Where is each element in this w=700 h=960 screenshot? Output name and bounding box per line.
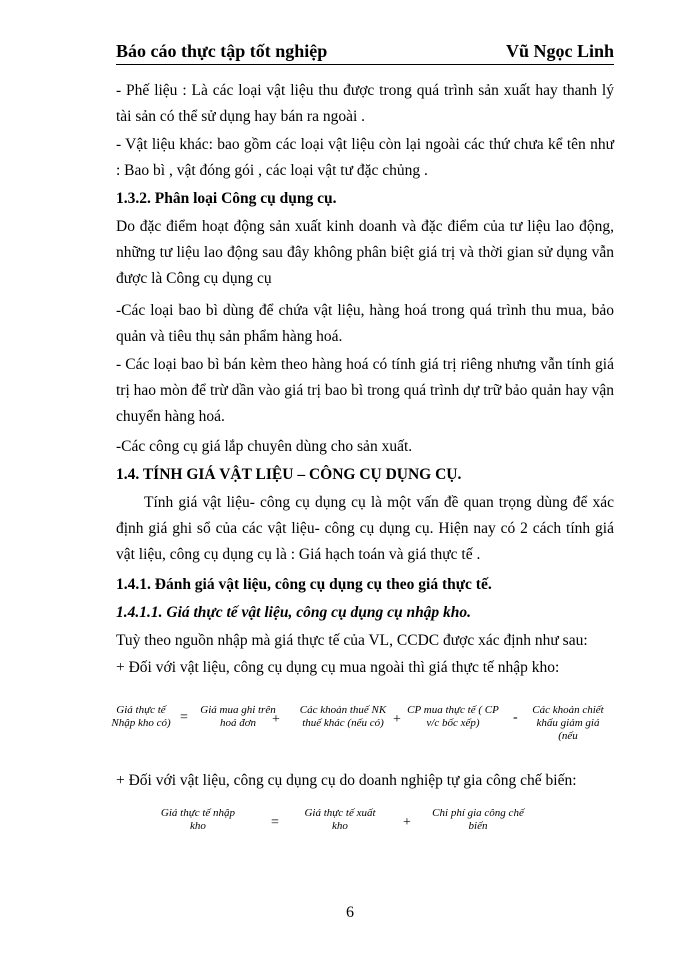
paragraph-scrap-materials: - Phế liệu : Là các loại vật liệu thu được trong quá trình sản xuất hay thanh lý tài sản có thể sử dụng hay bán ra ngoài .	[116, 82, 614, 125]
heading-1-3-2: 1.3.2. Phân loại Công cụ dụng cụ.	[116, 190, 337, 207]
heading-1-4-1-1: 1.4.1.1. Giá thực tế vật liệu, công cụ dụng cụ nhập kho.	[116, 604, 472, 621]
page-header	[116, 40, 614, 65]
paragraph-other-materials: - Vật liệu khác: bao gồm các loại vật liệu còn lại ngoài các thứ chưa kể tên như : Bao bì , vật đóng gói , các loại vật tư đặc chủng .	[116, 136, 614, 179]
heading-1-4-1: 1.4.1. Đánh giá vật liệu, công cụ dụng cụ theo giá thực tế.	[116, 576, 492, 593]
formula1-discounts: Các khoản chiết khấu giảm giá (nếu	[532, 704, 604, 742]
page-number: 6	[346, 904, 354, 921]
paragraph-special-tools: -Các công cụ giá lắp chuyên dùng cho sản xuất.	[116, 438, 413, 455]
formula2-actual-export-price: Giá thực tế xuất kho	[304, 807, 376, 832]
formula2-processing-cost: Chi phí gia công chế biến	[432, 807, 524, 832]
paragraph-purchased: + Đối với vật liệu, công cụ dụng cụ mua ngoài thì giá thực tế nhập kho:	[116, 659, 560, 676]
formula1-purchase-price: Giá mua ghi trên hoá đơn	[200, 704, 276, 729]
author-name: Vũ Ngọc Linh	[505, 41, 614, 61]
heading-1-4: 1.4. TÍNH GIÁ VẬT LIỆU – CÔNG CỤ DỤNG CỤ.	[116, 466, 462, 483]
formula2-actual-import-price: Giá thực tế nhập kho	[160, 807, 236, 832]
formula2-equals: =	[271, 815, 279, 830]
formula1-purchase-costs: CP mua thực tế ( CP v/c bốc xếp)	[407, 704, 499, 729]
formula1-minus: -	[513, 710, 518, 725]
formula1-plus-1: +	[272, 712, 280, 727]
paragraph-packaging-containers: -Các loại bao bì dùng để chứa vật liệu, hàng hoá trong quá trình thu mua, bảo quản và tiêu thụ sản phẩm hàng hoá.	[116, 302, 614, 345]
paragraph-source-based: Tuỳ theo nguồn nhập mà giá thực tế của VL, CCDC được xác định như sau:	[116, 632, 588, 649]
document-title: Báo cáo thực tập tốt nghiệp	[116, 41, 328, 61]
formula1-plus-2: +	[393, 712, 401, 727]
formula1-import-taxes: Các khoản thuế NK thuế khác (nếu có)	[299, 704, 387, 729]
formula1-actual-import-price: Giá thực tế Nhập kho có)	[111, 704, 171, 729]
paragraph-packaging-sold: - Các loại bao bì bán kèm theo hàng hoá có tính giá trị riêng nhưng vẫn tính giá trị hao mòn để trừ dần vào giá trị bao bì trong quá trình dự trữ bảo quản hay vận chuyển hàng hoá.	[116, 356, 614, 425]
formula1-equals: =	[180, 710, 188, 725]
paragraph-tool-definition: Do đặc điểm hoạt động sản xuất kinh doanh và đặc điểm của tư liệu lao động, những tư liệu lao động sau đây không phân biệt giá trị và thời gian sử dụng vẫn được là Công cụ dụng cụ	[116, 218, 614, 287]
paragraph-valuation-intro: Tính giá vật liệu- công cụ dụng cụ là một vấn đề quan trọng dùng để xác định giá ghi sổ của các vật liệu- công cụ dụng cụ. Hiện nay có 2 cách tính giá vật liệu, công cụ dụng cụ là : Giá hạch toán và giá thực tế .	[116, 494, 614, 563]
paragraph-self-processed: + Đối với vật liệu, công cụ dụng cụ do doanh nghiệp tự gia công chế biến:	[116, 772, 577, 789]
formula2-plus: +	[403, 815, 411, 830]
